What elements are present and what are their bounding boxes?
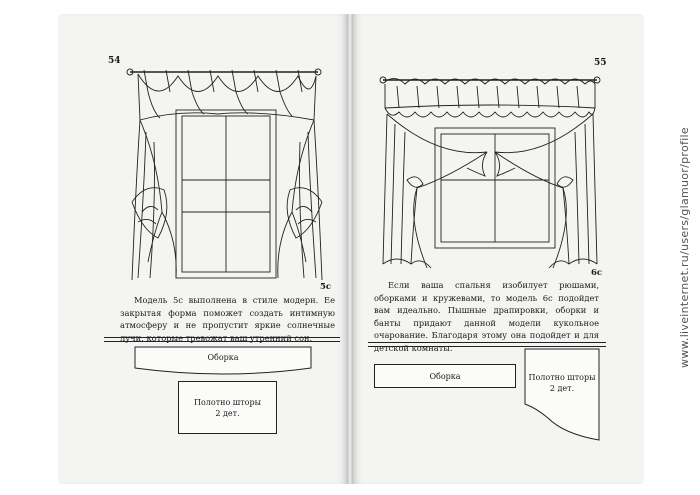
model-description-6c: Если ваша спальня изобилует рюшами, оборками и кружевами, то модель 6с подойдет вам идеально. Пышные драпировки, оборки и банты придают данной модели кукольное очарование. Благодаря этому она подойдет и для детской комнаты. (374, 280, 599, 353)
section-divider-right (368, 342, 606, 343)
watermark-text: www.liveinternet.ru/users/glamuor/profile (677, 127, 691, 368)
curtain-illustration-5c (118, 62, 333, 290)
curtain-label-right: Полотно шторы (528, 373, 596, 382)
curtain-label-left: Полотно шторы (194, 397, 261, 407)
section-divider-right-thin (368, 346, 606, 347)
model-label-5c: 5с (320, 282, 332, 292)
frill-pattern-piece-right (374, 364, 516, 388)
page-number-right: 55 (594, 58, 607, 68)
curtain-illustration-6c (377, 68, 602, 274)
book-gutter (347, 14, 353, 484)
model-description-5c: Модель 5с выполнена в стиле модерн. Ее закрытая форма поможет создать интимную атмосферу и не пропустит яркие солнечные лучи, которые тревожат ваш утренний сон. (120, 295, 335, 343)
curtain-count-left: 2 дет. (215, 408, 240, 418)
curtain-pattern-piece-left (178, 381, 277, 434)
watermark (672, 0, 696, 495)
curtain-pattern-piece-right (526, 360, 598, 406)
page-number-left: 54 (108, 56, 121, 66)
frill-label-left: Оборка (207, 352, 239, 362)
model-label-6c: 6с (591, 268, 603, 278)
section-divider-left-thin (104, 341, 340, 342)
frill-label-right: Оборка (429, 371, 461, 381)
section-divider-left (104, 337, 340, 338)
curtain-count-right: 2 дет. (549, 384, 575, 393)
